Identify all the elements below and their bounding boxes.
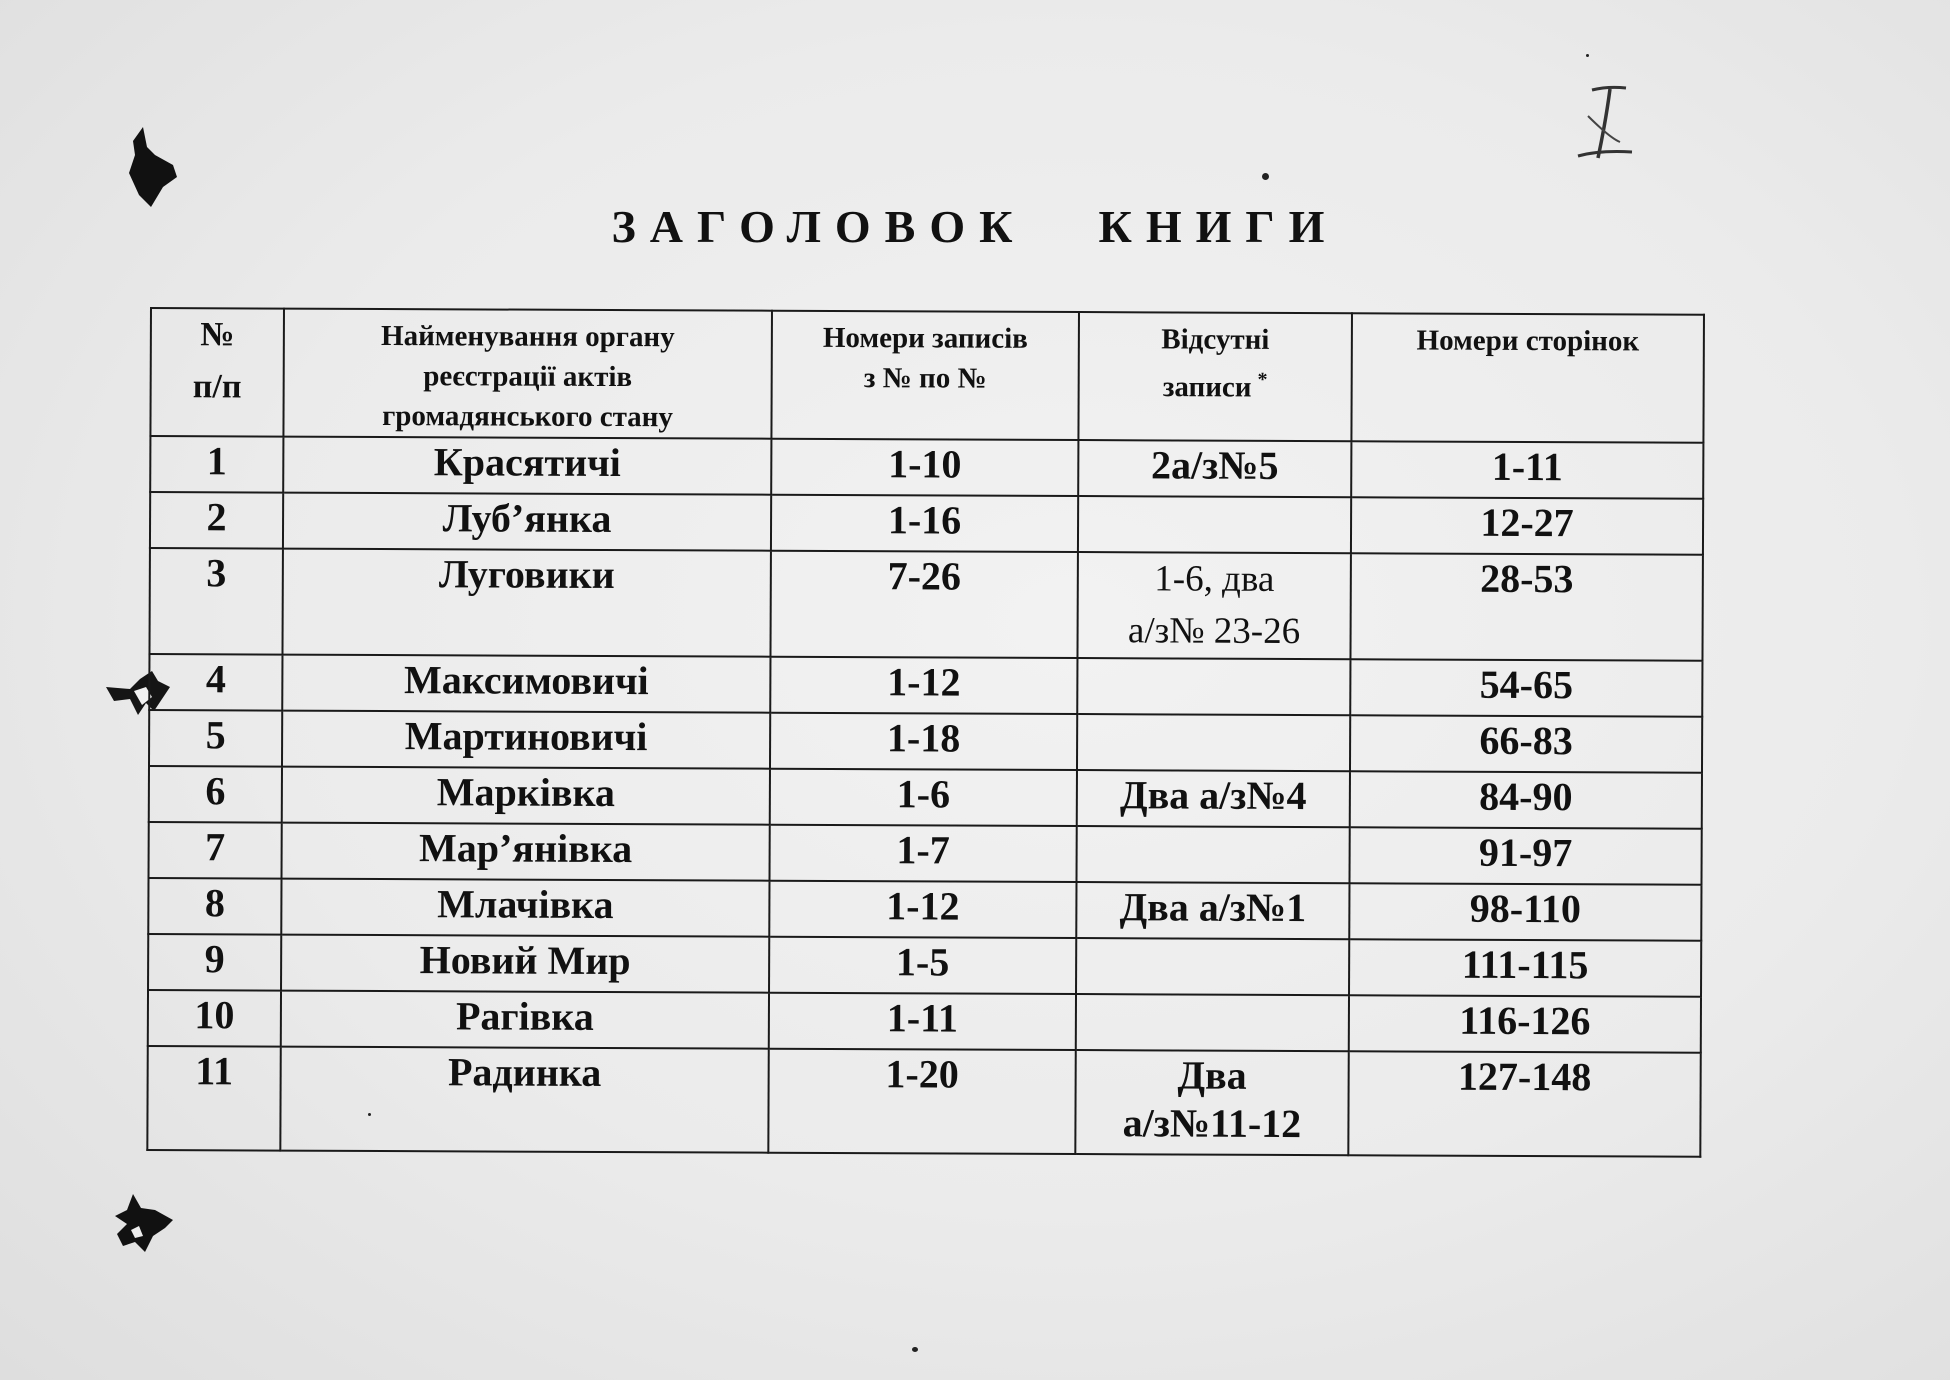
table-row	[148, 878, 1701, 941]
cell-record-range: 1-12	[769, 881, 1076, 938]
cell-record-range: 1-7	[770, 825, 1077, 882]
header-line: Найменування органу	[380, 320, 675, 354]
cell-missing-records	[1076, 882, 1349, 939]
cell-page-range: 84-90	[1350, 771, 1702, 829]
cell-authority-name: Красятичі	[283, 437, 771, 495]
cell-missing-records	[1078, 496, 1351, 553]
cell-page-range: 28-53	[1350, 553, 1702, 661]
table-header-row	[150, 308, 1704, 443]
title-word: КНИГИ	[1098, 201, 1339, 252]
cell-authority-name: Луговики	[282, 549, 770, 657]
table-row	[148, 990, 1701, 1053]
header-line: Номери сторінок	[1416, 324, 1640, 358]
missing-line: а/з№ 23-26	[1127, 610, 1301, 653]
header-line: Відсутні	[1161, 323, 1270, 356]
cell-page-range: 91-97	[1349, 827, 1701, 885]
table-row	[149, 766, 1702, 829]
cell-missing-records	[1076, 938, 1349, 995]
header-pages	[1351, 313, 1704, 443]
cell-authority-name: Рагівка	[281, 991, 769, 1049]
page-title	[0, 200, 1950, 253]
cell-record-range: 1-5	[769, 937, 1076, 994]
missing-line: Два а/з№4	[1120, 772, 1307, 819]
handwritten-roman-numeral	[1570, 80, 1640, 170]
header-number	[150, 308, 284, 437]
speck	[1586, 54, 1589, 57]
table-row	[150, 436, 1703, 499]
cell-missing-records	[1077, 714, 1350, 771]
missing-line: Два	[1177, 1052, 1247, 1098]
cell-missing-records	[1076, 994, 1349, 1051]
header-line: №	[200, 316, 235, 354]
cell-number: 1	[150, 436, 283, 493]
cell-number: 4	[149, 654, 282, 711]
cell-authority-name: Новий Мир	[281, 935, 769, 993]
cell-record-range: 1-12	[770, 657, 1077, 714]
header-line	[1080, 359, 1351, 408]
table-row	[147, 1046, 1700, 1157]
table-row	[149, 822, 1702, 885]
missing-line: 1-6, два	[1154, 558, 1275, 600]
header-line: п/п	[192, 368, 242, 406]
asterisk-mark: *	[1257, 368, 1268, 391]
cell-page-range: 1-11	[1351, 441, 1703, 499]
cell-number: 6	[149, 766, 282, 823]
header-authority	[283, 309, 772, 439]
punch-hole-bottom	[105, 1190, 180, 1265]
cell-page-range: 116-126	[1349, 995, 1701, 1053]
cell-record-range: 1-10	[771, 439, 1078, 496]
cell-number: 11	[147, 1046, 280, 1151]
cell-number: 5	[149, 710, 282, 767]
missing-line: Два а/з№1	[1119, 884, 1307, 931]
table-row	[149, 710, 1702, 773]
cell-page-range: 111-115	[1349, 939, 1701, 997]
cell-record-range: 1-11	[769, 993, 1076, 1050]
cell-authority-name: Луб’янка	[283, 493, 771, 551]
table-row	[148, 934, 1701, 997]
table-row	[149, 548, 1702, 661]
speck	[1262, 173, 1269, 180]
missing-line: 2а/з№5	[1151, 442, 1279, 488]
cell-missing-records	[1077, 658, 1350, 715]
table-body	[147, 436, 1703, 1157]
cell-page-range: 12-27	[1351, 497, 1703, 555]
cell-authority-name: Максимовичі	[282, 655, 770, 713]
cell-page-range: 66-83	[1350, 715, 1702, 773]
header-records	[771, 311, 1079, 440]
cell-authority-name: Мар’янівка	[282, 823, 770, 881]
header-line: реєстрації актів	[423, 360, 633, 394]
cell-authority-name: Млачівка	[281, 879, 769, 937]
table-row	[150, 492, 1703, 555]
header-line-text: записи	[1162, 371, 1252, 404]
cell-number: 7	[149, 822, 282, 879]
cell-number: 2	[150, 492, 283, 549]
punch-hole-top	[125, 125, 180, 210]
header-line: Номери записів	[822, 321, 1028, 355]
cell-record-range: 1-18	[770, 713, 1077, 770]
title-word: ЗАГОЛОВОК	[611, 201, 1027, 252]
records-table	[146, 307, 1705, 1158]
cell-page-range: 98-110	[1349, 883, 1701, 941]
cell-number: 8	[148, 878, 281, 935]
cell-authority-name: Радинка	[280, 1047, 768, 1153]
header-line: з № по №	[863, 362, 987, 395]
header-line: громадянського стану	[382, 400, 673, 434]
cell-missing-records	[1078, 440, 1351, 497]
cell-missing-records	[1075, 1050, 1348, 1155]
cell-record-range: 7-26	[770, 551, 1077, 658]
cell-number: 10	[148, 990, 281, 1047]
header-missing	[1078, 312, 1352, 441]
cell-missing-records	[1077, 552, 1350, 659]
cell-page-range: 127-148	[1348, 1051, 1700, 1157]
cell-authority-name: Мартиновичі	[282, 711, 770, 769]
cell-page-range: 54-65	[1350, 659, 1702, 717]
cell-record-range: 1-6	[770, 769, 1077, 826]
cell-missing-records	[1076, 826, 1349, 883]
missing-line: а/з№11-12	[1122, 1100, 1302, 1147]
table-row	[149, 654, 1702, 717]
cell-record-range: 1-16	[771, 495, 1078, 552]
cell-authority-name: Марківка	[282, 767, 770, 825]
cell-number: 9	[148, 934, 281, 991]
speck	[912, 1347, 918, 1352]
cell-missing-records	[1077, 770, 1350, 827]
cell-record-range: 1-20	[768, 1049, 1075, 1154]
cell-number: 3	[149, 548, 282, 655]
